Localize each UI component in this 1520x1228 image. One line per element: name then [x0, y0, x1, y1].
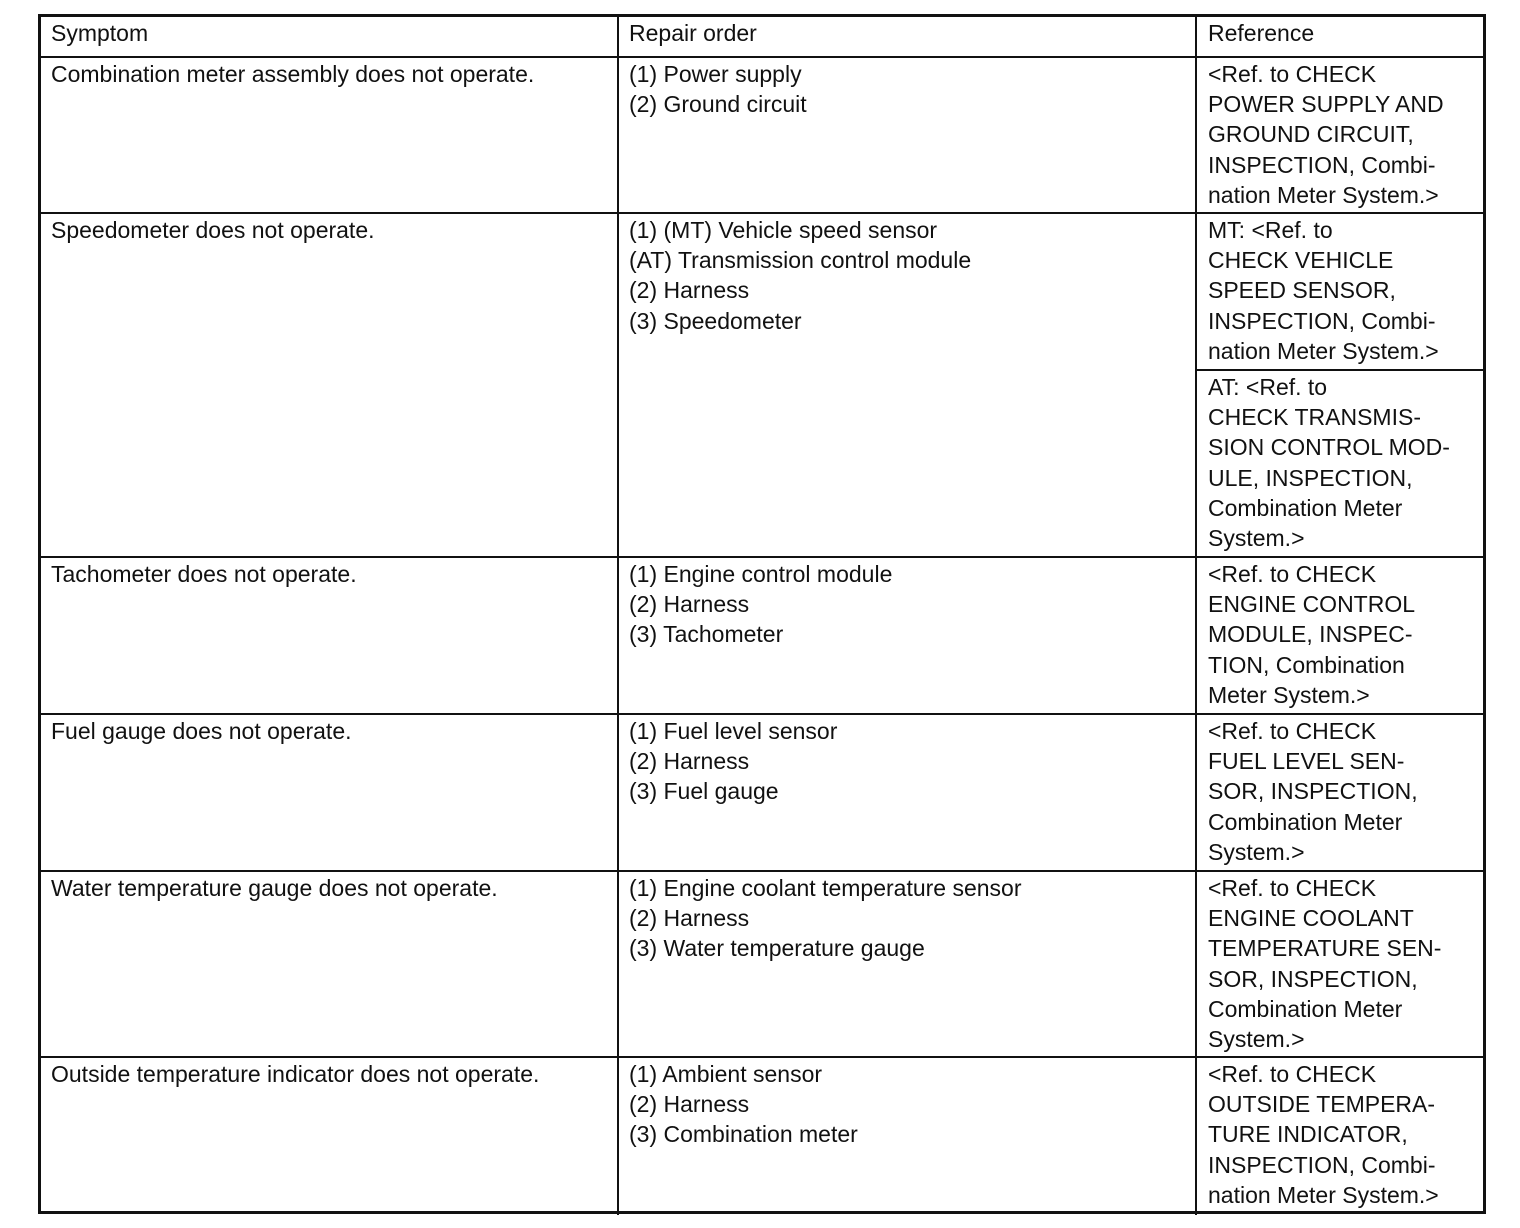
reference-line: ULE, INSPECTION,: [1208, 464, 1413, 491]
troubleshooting-table: [41, 17, 1483, 1215]
repair-step: (1) Engine control module: [629, 561, 893, 587]
reference-line: OUTSIDE TEMPERA-: [1208, 1091, 1436, 1118]
reference-line: MT: <Ref. to: [1208, 217, 1333, 243]
reference-line: CHECK TRANSMIS-: [1208, 404, 1421, 431]
table-row: [41, 714, 1483, 871]
table-row: [41, 1057, 1483, 1215]
symptom-cell: Speedometer does not operate.: [41, 213, 618, 557]
reference-line: GROUND CIRCUIT,: [1208, 121, 1414, 148]
repair-order-cell: [618, 57, 1196, 213]
reference-line: INSPECTION, Combi-: [1208, 151, 1436, 178]
reference-line: SOR, INSPECTION,: [1208, 778, 1418, 805]
reference-line: ENGINE COOLANT: [1208, 905, 1414, 932]
repair-step: (3) Fuel gauge: [629, 778, 779, 805]
reference-line: <Ref. to CHECK: [1208, 1061, 1377, 1087]
header-symptom: Symptom: [41, 17, 618, 57]
repair-step: (1) Power supply: [629, 61, 802, 87]
repair-step: (2) Harness: [629, 591, 750, 618]
repair-step: (1) Fuel level sensor: [629, 718, 838, 744]
reference-line: SPEED SENSOR,: [1208, 277, 1396, 304]
reference-line: System.>: [1208, 838, 1305, 865]
reference-line: nation Meter System.>: [1208, 181, 1439, 208]
reference-line: Combination Meter: [1208, 808, 1403, 835]
reference-line: AT: <Ref. to: [1208, 374, 1328, 400]
symptom-cell: Combination meter assembly does not operate.: [41, 57, 618, 213]
repair-order-cell: [618, 1057, 1196, 1215]
reference-line: Combination Meter: [1208, 494, 1403, 521]
table-row: [41, 213, 1483, 370]
repair-step: (1) (MT) Vehicle speed sensor: [629, 217, 938, 243]
header-reference: Reference: [1196, 17, 1483, 57]
repair-order-cell: [618, 871, 1196, 1057]
reference-line: <Ref. to CHECK: [1208, 61, 1377, 87]
reference-line: <Ref. to CHECK: [1208, 561, 1377, 587]
reference-line: <Ref. to CHECK: [1208, 718, 1377, 744]
repair-order-cell: [618, 557, 1196, 714]
reference-line: TEMPERATURE SEN-: [1208, 935, 1442, 962]
header-repair-order: Repair order: [618, 17, 1196, 57]
repair-step: (2) Harness: [629, 277, 750, 304]
reference-cell: [1196, 370, 1483, 557]
repair-order-cell: [618, 714, 1196, 871]
symptom-cell: Outside temperature indicator does not operate.: [41, 1057, 618, 1215]
repair-step: (3) Water temperature gauge: [629, 935, 925, 962]
table-row: [41, 57, 1483, 213]
reference-cell: [1196, 1057, 1483, 1215]
reference-cell: [1196, 213, 1483, 370]
table-row: [41, 557, 1483, 714]
table-row: [41, 871, 1483, 1057]
repair-step: (1) Ambient sensor: [629, 1061, 823, 1087]
reference-cell: [1196, 557, 1483, 714]
reference-line: ENGINE CONTROL: [1208, 591, 1416, 618]
reference-line: nation Meter System.>: [1208, 1181, 1439, 1208]
repair-step: (2) Harness: [629, 905, 750, 932]
reference-line: SION CONTROL MOD-: [1208, 434, 1450, 461]
repair-step: (2) Harness: [629, 1091, 750, 1118]
repair-step: (2) Harness: [629, 748, 750, 775]
reference-line: INSPECTION, Combi-: [1208, 1151, 1436, 1178]
symptom-cell: Tachometer does not operate.: [41, 557, 618, 714]
reference-line: SOR, INSPECTION,: [1208, 965, 1418, 992]
symptom-cell: Fuel gauge does not operate.: [41, 714, 618, 871]
reference-cell: [1196, 871, 1483, 1057]
reference-cell: [1196, 714, 1483, 871]
reference-cell: [1196, 57, 1483, 213]
reference-line: FUEL LEVEL SEN-: [1208, 748, 1405, 775]
reference-line: Combination Meter: [1208, 995, 1403, 1022]
repair-step: (3) Combination meter: [629, 1121, 858, 1148]
reference-line: TURE INDICATOR,: [1208, 1121, 1408, 1148]
reference-line: Meter System.>: [1208, 681, 1370, 708]
reference-line: CHECK VEHICLE: [1208, 247, 1394, 274]
reference-line: <Ref. to CHECK: [1208, 875, 1377, 901]
repair-step: (3) Speedometer: [629, 307, 802, 334]
reference-line: TION, Combination: [1208, 651, 1405, 678]
header-row: [41, 17, 1483, 57]
repair-order-cell: [618, 213, 1196, 557]
reference-line: MODULE, INSPEC-: [1208, 621, 1413, 648]
reference-line: INSPECTION, Combi-: [1208, 307, 1436, 334]
reference-line: nation Meter System.>: [1208, 337, 1439, 364]
repair-step: (2) Ground circuit: [629, 91, 807, 118]
reference-line: System.>: [1208, 1026, 1305, 1053]
reference-line: POWER SUPPLY AND: [1208, 91, 1444, 118]
symptom-cell: Water temperature gauge does not operate.: [41, 871, 618, 1057]
table-body: [41, 17, 1483, 1215]
repair-step: (1) Engine coolant temperature sensor: [629, 875, 1022, 901]
reference-line: System.>: [1208, 525, 1305, 552]
repair-step: (AT) Transmission control module: [629, 247, 972, 274]
troubleshooting-table-frame: [38, 14, 1486, 1214]
repair-step: (3) Tachometer: [629, 621, 784, 648]
